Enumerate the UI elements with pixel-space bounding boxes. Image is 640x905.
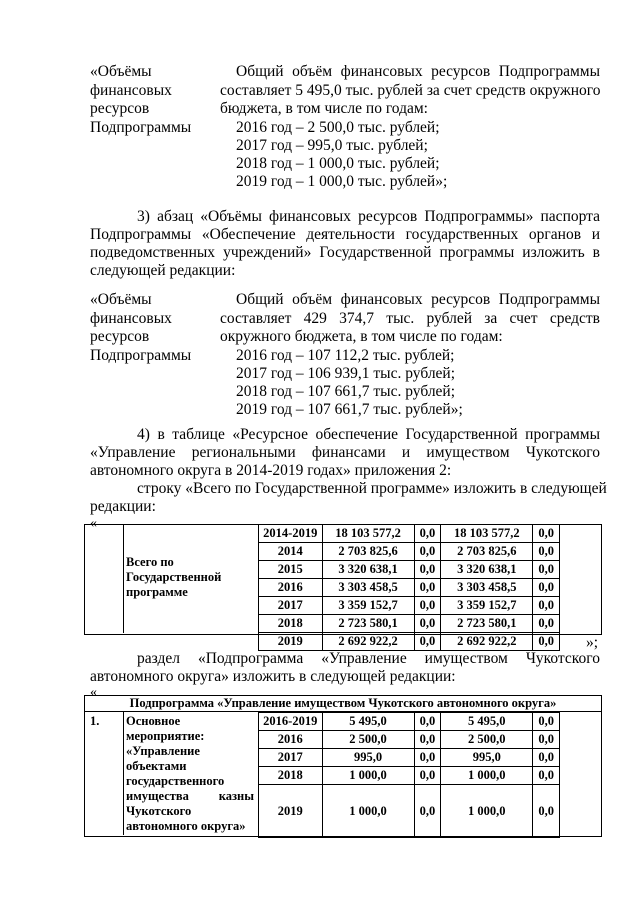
table-cell: 2018 — [259, 615, 323, 633]
table-cell: 2014-2019 — [259, 525, 323, 543]
table2-header: Подпрограмма «Управление имуществом Чукотского автономного округа» — [85, 695, 601, 712]
table-cell: 2017 — [259, 597, 323, 615]
table-cell: 2019 — [259, 633, 323, 651]
table-cell: 3 320 638,1 — [322, 561, 414, 579]
block1-right-line: 2018 год – 1 000,0 тыс. рублей; — [236, 155, 440, 172]
table-cell: 2015 — [259, 561, 323, 579]
table2-label-line: автономного округа» — [126, 819, 246, 833]
table-cell: 2016 — [259, 579, 323, 597]
table-row — [259, 597, 560, 615]
table1 — [258, 524, 560, 651]
table-row — [259, 525, 560, 543]
block1-right-line: 2019 год – 1 000,0 тыс. рублей»; — [236, 173, 448, 190]
table-cell: 0,0 — [414, 579, 441, 597]
block1-left-line: финансовых — [90, 82, 172, 99]
block2-left-line: Подпрограммы — [90, 347, 192, 364]
table-cell: 18 103 577,2 — [322, 525, 414, 543]
table2-number: 1. — [90, 714, 100, 728]
block2-left-line: финансовых — [90, 310, 172, 327]
table2-number-col — [85, 712, 124, 835]
table-cell: 0,0 — [533, 633, 560, 651]
block2-left-line: «Объёмы — [90, 291, 152, 308]
paragraph-line: 3) абзац «Объёмы финансовых ресурсов Подпрограммы» паспорта — [137, 208, 600, 225]
block1-left-line: ресурсов — [90, 100, 150, 117]
table-cell: 0,0 — [533, 561, 560, 579]
block2-left-line: ресурсов — [90, 328, 150, 345]
paragraph-line: 4) в таблице «Ресурсное обеспечение Государственной программы — [137, 426, 600, 443]
table-cell: 0,0 — [533, 579, 560, 597]
table-cell: 0,0 — [533, 597, 560, 615]
table1-label-line: Государственной — [126, 570, 222, 584]
table-row — [259, 749, 560, 767]
block2-right-line: 2017 год – 106 939,1 тыс. рублей; — [236, 365, 456, 382]
table-cell: 0,0 — [414, 525, 441, 543]
table-cell: 2 703 825,6 — [441, 543, 533, 561]
table-cell: 0,0 — [414, 597, 441, 615]
block2-right-line: окружного бюджета, в том числе по годам: — [220, 328, 503, 345]
table-cell: 18 103 577,2 — [441, 525, 533, 543]
table-row — [259, 615, 560, 633]
table-cell: 2016 — [259, 731, 323, 749]
block2-right-line: составляет 429 374,7 тыс. рублей за счет средств — [220, 310, 600, 327]
table2-label-line: государственного — [126, 774, 225, 788]
block2-right-line: Общий объём финансовых ресурсов Подпрограммы — [236, 291, 600, 308]
table-cell: 3 359 152,7 — [322, 597, 414, 615]
table-cell: 0,0 — [533, 525, 560, 543]
table-cell: 995,0 — [441, 749, 533, 767]
paragraph-line: Подпрограммы «Обеспечение деятельности государственных органов и — [90, 226, 600, 243]
table-cell: 3 359 152,7 — [441, 597, 533, 615]
table2-label-line: Основное — [126, 714, 181, 728]
table2-label-line: мероприятие: — [126, 729, 205, 743]
table-cell: 2018 — [259, 767, 323, 785]
table-row — [259, 633, 560, 651]
paragraph-line: строку «Всего по Государственной программе» изложить в следующей — [137, 480, 607, 497]
table-cell: 0,0 — [533, 731, 560, 749]
table-cell: 2016-2019 — [259, 713, 323, 731]
table-row — [259, 785, 560, 838]
table2 — [258, 712, 560, 838]
paragraph-line: раздел «Подпрограмма «Управление имуществом Чукотского — [137, 650, 600, 667]
table-row — [259, 579, 560, 597]
paragraph-line: автономного округа» изложить в следующей редакции: — [90, 668, 456, 685]
table-row — [259, 561, 560, 579]
table2-label — [126, 714, 254, 834]
paragraph-line: автономного округа в 2014-2019 годах» приложения 2: — [90, 462, 452, 479]
table-cell: 0,0 — [414, 543, 441, 561]
paragraph-line: редакции: — [90, 498, 156, 515]
table-cell: 0,0 — [414, 561, 441, 579]
table-cell: 2 723 580,1 — [441, 615, 533, 633]
table2-label-line: объектами — [126, 759, 187, 773]
table-cell: 0,0 — [533, 713, 560, 731]
block1-right-line: Общий объём финансовых ресурсов Подпрограммы — [236, 63, 600, 80]
close-quote: »; — [586, 634, 599, 651]
table-cell: 2019 — [259, 785, 323, 838]
block1-left-line: «Объёмы — [90, 63, 152, 80]
table-cell: 0,0 — [414, 615, 441, 633]
table-cell: 0,0 — [533, 615, 560, 633]
table1-label — [126, 555, 221, 600]
table-cell: 0,0 — [414, 713, 441, 731]
table-cell: 3 320 638,1 — [441, 561, 533, 579]
table-cell: 2 692 922,2 — [441, 633, 533, 651]
open-quote: « — [90, 685, 97, 700]
table2-label-line: Чукотского — [126, 804, 192, 818]
table-row — [259, 713, 560, 731]
table-cell: 0,0 — [414, 731, 441, 749]
table-cell: 2 500,0 — [322, 731, 414, 749]
table-cell: 5 495,0 — [322, 713, 414, 731]
block1-right-line: 2017 год – 995,0 тыс. рублей; — [236, 137, 428, 154]
table-cell: 2 723 580,1 — [322, 615, 414, 633]
paragraph-line: подведомственных учреждений» Государственной программы изложить в — [90, 244, 600, 261]
table-cell: 0,0 — [414, 785, 441, 838]
table-cell: 2 692 922,2 — [322, 633, 414, 651]
open-quote: « — [90, 516, 97, 531]
block1-right-line: 2016 год – 2 500,0 тыс. рублей; — [236, 119, 440, 136]
table-cell: 2 703 825,6 — [322, 543, 414, 561]
table-cell: 3 303 458,5 — [322, 579, 414, 597]
paragraph-line: «Управление региональными финансами и имуществом Чукотского — [90, 444, 600, 461]
table-cell: 995,0 — [322, 749, 414, 767]
table-cell: 1 000,0 — [441, 785, 533, 838]
table-cell: 2 500,0 — [441, 731, 533, 749]
block2-right-line: 2016 год – 107 112,2 тыс. рублей; — [236, 347, 455, 364]
table-cell: 0,0 — [533, 785, 560, 838]
paragraph-line: следующей редакции: — [90, 262, 236, 279]
table2-label-line: имущества казны — [126, 789, 254, 803]
table-cell: 1 000,0 — [441, 767, 533, 785]
table-row — [259, 731, 560, 749]
table-cell: 0,0 — [414, 767, 441, 785]
block2-right-line: 2019 год – 107 661,7 тыс. рублей»; — [236, 401, 463, 418]
table-cell: 1 000,0 — [322, 785, 414, 838]
block1-right-line: бюджета, в том числе по годам: — [220, 100, 428, 117]
table-cell: 3 303 458,5 — [441, 579, 533, 597]
block1-left-line: Подпрограммы — [90, 119, 192, 136]
table-cell: 0,0 — [533, 543, 560, 561]
table-cell: 5 495,0 — [441, 713, 533, 731]
table-cell: 1 000,0 — [322, 767, 414, 785]
table1-label-line: программе — [126, 585, 188, 599]
table-cell: 2014 — [259, 543, 323, 561]
table-cell: 0,0 — [533, 749, 560, 767]
table2-label-line: «Управление — [126, 744, 200, 758]
table-cell: 2017 — [259, 749, 323, 767]
block2-right-line: 2018 год – 107 661,7 тыс. рублей; — [236, 383, 456, 400]
table1-empty-col — [85, 524, 124, 633]
table-row — [259, 543, 560, 561]
table-cell: 0,0 — [533, 767, 560, 785]
table-cell: 0,0 — [414, 749, 441, 767]
block1-right-line: составляет 5 495,0 тыс. рублей за счет средств окружного — [220, 82, 601, 99]
table-row — [259, 767, 560, 785]
table-cell: 0,0 — [414, 633, 441, 651]
table1-label-line: Всего по — [126, 555, 174, 569]
